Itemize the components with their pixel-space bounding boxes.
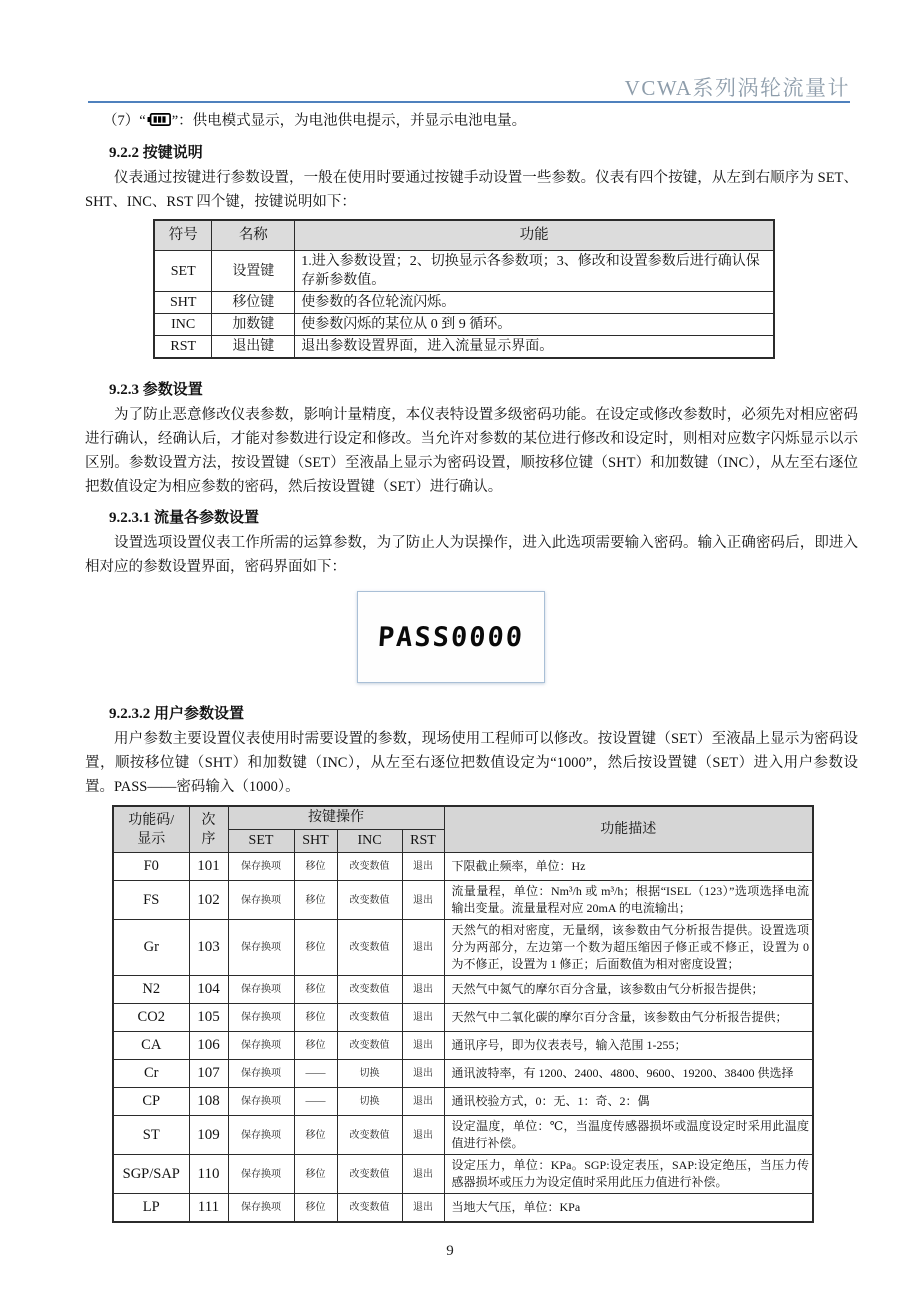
param-code: ST [113, 1116, 189, 1155]
key-name: 移位键 [212, 292, 295, 314]
param-description: 天然气的相对密度，无量纲，该参数由气分析报告提供。设置选项分为两部分，左边第一个数为超压缩因子修正或不修正，设置为 0 为不修正，设置为 1 修正；后面数值为相对密度设置； [444, 920, 813, 976]
param-table-header-rst: RST [402, 830, 444, 853]
battery-note-line [85, 110, 858, 134]
section-heading-923: 9.2.3 参数设置 [109, 382, 203, 398]
param-code: LP [113, 1194, 189, 1223]
page-header [88, 76, 850, 103]
param-sht-op: 移位 [294, 1155, 337, 1194]
key-symbol: SET [154, 251, 212, 292]
key-table-header-row [154, 220, 774, 251]
param-inc-op: 改变数值 [337, 1116, 402, 1155]
table-row [113, 1032, 813, 1060]
param-table-header-desc: 功能描述 [444, 806, 813, 853]
key-function: 1.进入参数设置；2、切换显示各参数项；3、修改和设置参数后进行确认保存新参数值。 [295, 251, 774, 292]
param-inc-op: 改变数值 [337, 1032, 402, 1060]
section-heading-922: 9.2.2 按键说明 [109, 145, 203, 161]
header-seq-line1: 次 [201, 812, 216, 828]
table-row [113, 1116, 813, 1155]
table-row [113, 1088, 813, 1116]
param-sht-op: 移位 [294, 1032, 337, 1060]
param-code: FS [113, 881, 189, 920]
param-seq: 111 [189, 1194, 228, 1223]
battery-icon [147, 111, 171, 134]
table-row [113, 1060, 813, 1088]
table-row [113, 1194, 813, 1223]
param-inc-op: 改变数值 [337, 1155, 402, 1194]
key-name: 设置键 [212, 251, 295, 292]
key-table-header-function: 功能 [295, 220, 774, 251]
param-rst-op: 退出 [402, 1004, 444, 1032]
param-description: 通讯波特率，有 1200、2400、4800、9600、19200、38400 供选择 [444, 1060, 813, 1088]
key-table-header-name: 名称 [212, 220, 295, 251]
param-seq: 101 [189, 853, 228, 881]
param-set-op: 保存换项 [228, 1060, 294, 1088]
param-sht-op: 移位 [294, 853, 337, 881]
param-rst-op: 退出 [402, 920, 444, 976]
page-content [85, 110, 858, 1223]
param-code: N2 [113, 976, 189, 1004]
param-code: CA [113, 1032, 189, 1060]
param-inc-op: 切换 [337, 1060, 402, 1088]
param-seq: 105 [189, 1004, 228, 1032]
param-set-op: 保存换项 [228, 853, 294, 881]
lcd-pass-label: PASS [376, 621, 453, 653]
section-heading-9232: 9.2.3.2 用户参数设置 [109, 706, 245, 722]
param-set-op: 保存换项 [228, 1194, 294, 1223]
param-rst-op: 退出 [402, 976, 444, 1004]
key-table-header-symbol: 符号 [154, 220, 212, 251]
param-sht-op: 移位 [294, 1116, 337, 1155]
param-sht-op: —— [294, 1088, 337, 1116]
header-code-line2: 显示 [137, 831, 166, 847]
param-inc-op: 切换 [337, 1088, 402, 1116]
key-function: 使参数的各位轮流闪烁。 [295, 292, 774, 314]
header-code-line1: 功能码/ [128, 812, 175, 828]
param-code: F0 [113, 853, 189, 881]
param-description: 流量量程，单位：Nm³/h 或 m³/h；根据“ISEL（123）”选项选择电流输出变量。流量量程对应 20mA 的电流输出； [444, 881, 813, 920]
param-description: 天然气中二氧化碳的摩尔百分含量，该参数由气分析报告提供； [444, 1004, 813, 1032]
param-seq: 106 [189, 1032, 228, 1060]
param-rst-op: 退出 [402, 1088, 444, 1116]
section-heading-9231: 9.2.3.1 流量各参数设置 [109, 510, 260, 526]
table-row [154, 314, 774, 336]
param-inc-op: 改变数值 [337, 881, 402, 920]
param-code: SGP/SAP [113, 1155, 189, 1194]
lcd-pass-value: 0000 [449, 621, 526, 653]
param-set-op: 保存换项 [228, 881, 294, 920]
param-sht-op: 移位 [294, 1194, 337, 1223]
param-code: CP [113, 1088, 189, 1116]
param-set-op: 保存换项 [228, 1032, 294, 1060]
param-inc-op: 改变数值 [337, 1004, 402, 1032]
param-code: Gr [113, 920, 189, 976]
param-description: 下限截止频率，单位：Hz [444, 853, 813, 881]
key-symbol: RST [154, 336, 212, 359]
param-sht-op: 移位 [294, 881, 337, 920]
section-paragraph-922: 仪表通过按键进行参数设置，一般在使用时要通过按键手动设置一些参数。仪表有四个按键，从左到右顺序为 SET、SHT、INC、RST 四个键，按键说明如下： [85, 170, 858, 210]
param-table-header-keygroup: 按键操作 [228, 806, 444, 830]
param-rst-op: 退出 [402, 1194, 444, 1223]
param-table-header-row-1 [113, 806, 813, 830]
param-description: 通讯校验方式，0：无、1：奇、2：偶 [444, 1088, 813, 1116]
key-description-table [153, 219, 775, 359]
table-row [113, 976, 813, 1004]
section-paragraph-9231: 设置选项设置仪表工作所需的运算参数，为了防止人为误操作，进入此选项需要输入密码。输入正确密码后，即进入相对应的参数设置界面，密码界面如下： [85, 535, 858, 575]
table-row [113, 853, 813, 881]
table-row [113, 881, 813, 920]
section-paragraph-9232: 用户参数主要设置仪表使用时需要设置的参数，现场使用工程师可以修改。按设置键（SET）至液晶上显示为密码设置，顺按移位键（SHT）和加数键（INC），从左至右逐位把数值设定为“1000”，然后按设置键（SET）进入用户参数设置。PASS——密码输入（1000）。 [85, 731, 858, 795]
param-inc-op: 改变数值 [337, 920, 402, 976]
param-description: 设定压力，单位：KPa。SGP:设定表压，SAP:设定绝压，当压力传感器损坏或压力为设定值时采用此压力值进行补偿。 [444, 1155, 813, 1194]
param-code: Cr [113, 1060, 189, 1088]
param-set-op: 保存换项 [228, 1155, 294, 1194]
param-sht-op: 移位 [294, 920, 337, 976]
document-page [0, 76, 900, 1298]
battery-note-prefix: （7）“ [103, 113, 146, 129]
param-table-header-sht: SHT [294, 830, 337, 853]
param-rst-op: 退出 [402, 1060, 444, 1088]
header-seq-line2: 序 [201, 831, 216, 847]
param-set-op: 保存换项 [228, 976, 294, 1004]
param-table-header-seq [189, 806, 228, 853]
table-row [113, 1155, 813, 1194]
table-row [113, 1004, 813, 1032]
param-description: 设定温度，单位：℃，当温度传感器损坏或温度设定时采用此温度值进行补偿。 [444, 1116, 813, 1155]
param-seq: 110 [189, 1155, 228, 1194]
user-parameter-table [112, 805, 814, 1223]
param-seq: 103 [189, 920, 228, 976]
param-sht-op: 移位 [294, 1004, 337, 1032]
param-table-header-inc: INC [337, 830, 402, 853]
page-title: VCWA系列涡轮流量计 [624, 76, 850, 100]
param-rst-op: 退出 [402, 1155, 444, 1194]
table-row [154, 251, 774, 292]
param-set-op: 保存换项 [228, 1088, 294, 1116]
param-set-op: 保存换项 [228, 1116, 294, 1155]
lcd-password-display [357, 591, 545, 683]
param-inc-op: 改变数值 [337, 853, 402, 881]
param-description: 通讯序号，即为仪表表号，输入范围 1-255； [444, 1032, 813, 1060]
key-symbol: SHT [154, 292, 212, 314]
key-symbol: INC [154, 314, 212, 336]
table-row [154, 336, 774, 359]
battery-note-suffix: ”：供电模式显示，为电池供电提示，并显示电池电量。 [171, 113, 527, 129]
param-seq: 109 [189, 1116, 228, 1155]
param-rst-op: 退出 [402, 1032, 444, 1060]
param-seq: 104 [189, 976, 228, 1004]
param-rst-op: 退出 [402, 1116, 444, 1155]
param-set-op: 保存换项 [228, 920, 294, 976]
param-sht-op: 移位 [294, 976, 337, 1004]
param-set-op: 保存换项 [228, 1004, 294, 1032]
param-seq: 108 [189, 1088, 228, 1116]
param-code: CO2 [113, 1004, 189, 1032]
param-inc-op: 改变数值 [337, 1194, 402, 1223]
section-paragraph-923: 为了防止恶意修改仪表参数，影响计量精度，本仪表特设置多级密码功能。在设定或修改参数时，必须先对相应密码进行确认，经确认后，才能对参数进行设定和修改。当允许对参数的某位进行修改和设定时，则相对应数字闪烁显示以示区别。参数设置方法，按设置键（SET）至液晶上显示为密码设置，顺按移位键（SHT）和加数键（INC），从左至右逐位把数值设定为相应参数的密码，然后按设置键（SET）进行确认。 [85, 407, 858, 495]
table-row [113, 920, 813, 976]
param-seq: 107 [189, 1060, 228, 1088]
key-function: 退出参数设置界面，进入流量显示界面。 [295, 336, 774, 359]
table-row [154, 292, 774, 314]
key-function: 使参数闪烁的某位从 0 到 9 循环。 [295, 314, 774, 336]
param-description: 天然气中氮气的摩尔百分含量，该参数由气分析报告提供； [444, 976, 813, 1004]
page-number: 9 [446, 1243, 454, 1259]
param-rst-op: 退出 [402, 853, 444, 881]
key-name: 退出键 [212, 336, 295, 359]
param-table-header-set: SET [228, 830, 294, 853]
param-sht-op: —— [294, 1060, 337, 1088]
param-table-header-code [113, 806, 189, 853]
key-name: 加数键 [212, 314, 295, 336]
param-inc-op: 改变数值 [337, 976, 402, 1004]
param-description: 当地大气压，单位：KPa [444, 1194, 813, 1223]
param-rst-op: 退出 [402, 881, 444, 920]
param-seq: 102 [189, 881, 228, 920]
